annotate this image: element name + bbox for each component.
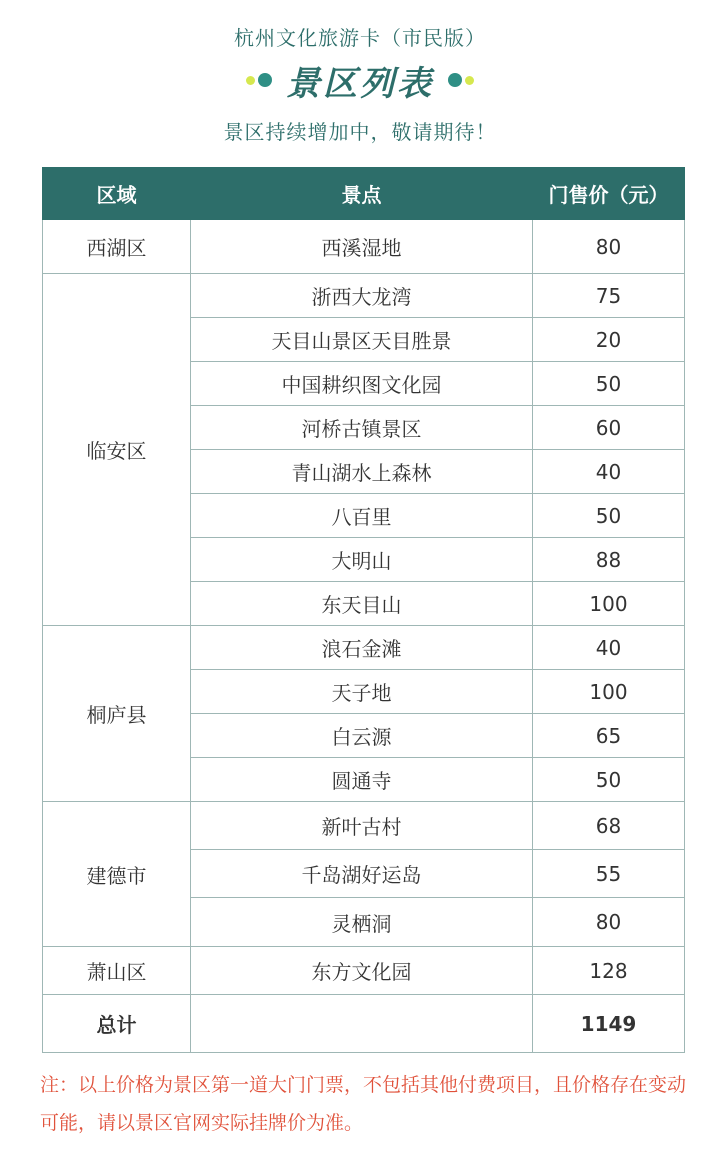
region-cell: 萧山区 (43, 947, 191, 995)
spot-cell: 八百里 (191, 494, 533, 538)
total-label: 总计 (43, 995, 191, 1053)
price-cell: 80 (533, 898, 685, 947)
price-cell: 55 (533, 850, 685, 898)
spot-cell: 东天目山 (191, 582, 533, 626)
total-empty-cell (191, 995, 533, 1053)
card-subtitle: 杭州文化旅游卡（市民版） (234, 26, 486, 50)
table-row (43, 274, 685, 318)
dot-icon (448, 73, 462, 87)
table-row (43, 802, 685, 850)
price-cell: 128 (533, 947, 685, 995)
table-row (43, 947, 685, 995)
scenic-spot-table (42, 167, 685, 1053)
price-cell: 68 (533, 802, 685, 850)
table-row (43, 626, 685, 670)
column-header-spot: 景点 (191, 168, 533, 220)
price-cell: 88 (533, 538, 685, 582)
spot-cell: 天子地 (191, 670, 533, 714)
spot-cell: 河桥古镇景区 (191, 406, 533, 450)
table-row (43, 220, 685, 274)
title-row (0, 58, 720, 102)
dot-icon (258, 73, 272, 87)
decor-dots-left-icon (246, 73, 272, 87)
spot-cell: 灵栖洞 (191, 898, 533, 947)
spot-cell: 浙西大龙湾 (191, 274, 533, 318)
spot-cell: 浪石金滩 (191, 626, 533, 670)
price-cell: 60 (533, 406, 685, 450)
spot-cell: 大明山 (191, 538, 533, 582)
price-cell: 100 (533, 582, 685, 626)
total-row (43, 995, 685, 1053)
spot-cell: 天目山景区天目胜景 (191, 318, 533, 362)
price-cell: 50 (533, 758, 685, 802)
price-cell: 40 (533, 450, 685, 494)
spot-cell: 新叶古村 (191, 802, 533, 850)
region-cell: 西湖区 (43, 220, 191, 274)
spot-cell: 西溪湿地 (191, 220, 533, 274)
column-header-price: 门售价（元） (533, 168, 685, 220)
spot-cell: 东方文化园 (191, 947, 533, 995)
spot-cell: 白云源 (191, 714, 533, 758)
price-cell: 20 (533, 318, 685, 362)
region-cell: 桐庐县 (43, 626, 191, 802)
region-cell: 临安区 (43, 274, 191, 626)
dot-icon (465, 76, 474, 85)
dot-icon (246, 76, 255, 85)
price-cell: 75 (533, 274, 685, 318)
spot-cell: 青山湖水上森林 (191, 450, 533, 494)
spot-cell: 圆通寺 (191, 758, 533, 802)
page-title: 景区列表 (286, 63, 434, 104)
region-cell: 建德市 (43, 802, 191, 947)
column-header-region: 区域 (43, 168, 191, 220)
spot-cell: 千岛湖好运岛 (191, 850, 533, 898)
spot-cell: 中国耕织图文化园 (191, 362, 533, 406)
price-cell: 50 (533, 362, 685, 406)
price-cell: 40 (533, 626, 685, 670)
price-cell: 100 (533, 670, 685, 714)
price-cell: 80 (533, 220, 685, 274)
price-cell: 65 (533, 714, 685, 758)
tagline: 景区持续增加中，敬请期待！ (223, 120, 497, 144)
table-header-row (43, 168, 685, 220)
price-cell: 50 (533, 494, 685, 538)
total-value: 1149 (533, 995, 685, 1053)
footnote: 注：以上价格为景区第一道大门门票，不包括其他付费项目，且价格存在变动可能，请以景区官网实际挂牌价为准。 (40, 1074, 687, 1134)
decor-dots-right-icon (448, 73, 474, 87)
